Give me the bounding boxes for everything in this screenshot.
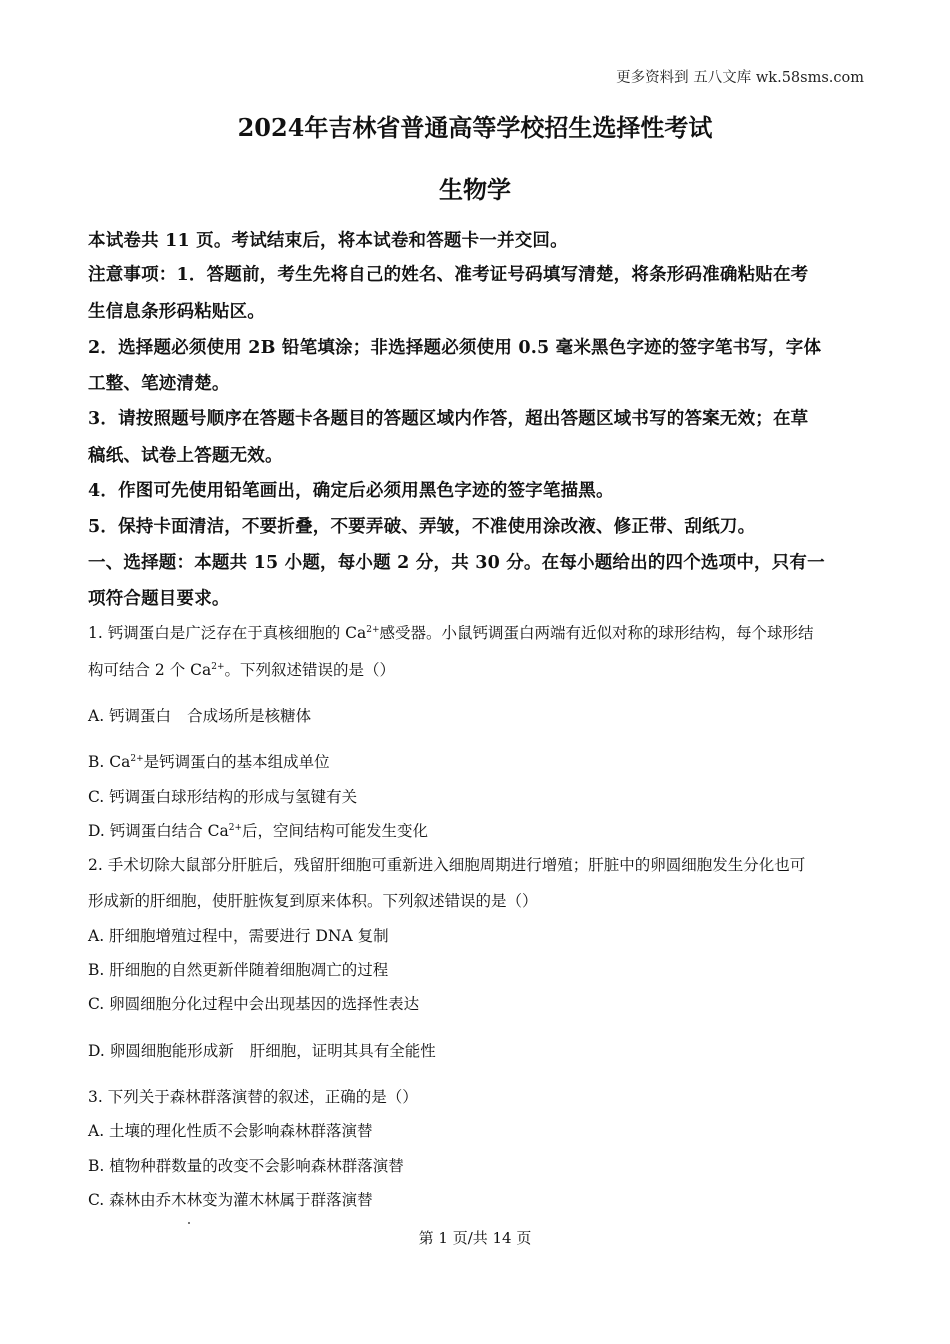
q1-stem-line-b: 构可结合 2 个 $Ca^{2+}$。下列叙述错误的是（） <box>88 661 396 679</box>
q2-option-c: C. 卵圆细胞分化过程中会出现基因的选择性表达 <box>88 995 420 1013</box>
q1-option-b: B. $Ca^{2+}$是钙调蛋白的基本组成单位 <box>88 753 330 771</box>
note2-line-b: 工整、笔迹清楚。 <box>88 374 230 394</box>
page-number: 第 1 页/共 14 页 <box>418 1229 532 1247</box>
note1-line-a: 注意事项：1．答题前，考生先将自己的姓名、准考证号码填写清楚，将条形码准确粘贴在考 <box>88 265 809 285</box>
note5-line: 5．保持卡面清洁，不要折叠，不要弄破、弄皱，不准使用涂改液、修正带、刮纸刀。 <box>88 517 756 537</box>
note1-line-b: 生信息条形码粘贴区。 <box>88 302 265 322</box>
note2-line-a: 2．选择题必须使用 2B 铅笔填涂；非选择题必须使用 0.5 毫米黑色字迹的签字笔书写，字体 <box>88 338 822 358</box>
q2-option-b: B. 肝细胞的自然更新伴随着细胞凋亡的过程 <box>88 961 389 979</box>
q3-option-b: B. 植物种群数量的改变不会影响森林群落演替 <box>88 1157 404 1175</box>
exam-title: 2024年吉林省普通高等学校招生选择性考试 <box>237 113 713 142</box>
q2-stem-line-a: 2. 手术切除大鼠部分肝脏后，残留肝细胞可重新进入细胞周期进行增殖；肝脏中的卵圆细胞发生分化也可 <box>88 856 806 874</box>
intro-line: 本试卷共 11 页。考试结束后，将本试卷和答题卡一并交回。 <box>88 231 568 251</box>
q2-option-d: D. 卵圆细胞能形成新 肝细胞，证明其具有全能性 <box>88 1042 436 1060</box>
stray-dot <box>188 1222 190 1224</box>
q3-option-a: A. 土壤的理化性质不会影响森林群落演替 <box>88 1122 373 1140</box>
source-watermark: 更多资料到 五八文库 wk.58sms.com <box>616 70 864 86</box>
q2-option-a: A. 肝细胞增殖过程中，需要进行 DNA 复制 <box>88 927 389 945</box>
q1-option-d: D. 钙调蛋白结合 $Ca^{2+}$后，空间结构可能发生变化 <box>88 822 429 840</box>
note3-line-b: 稿纸、试卷上答题无效。 <box>88 446 283 466</box>
q1-option-c: C. 钙调蛋白球形结构的形成与氢键有关 <box>88 788 358 806</box>
q3-stem: 3. 下列关于森林群落演替的叙述，正确的是（） <box>88 1088 418 1106</box>
q1-stem-line-a: 1. 钙调蛋白是广泛存在于真核细胞的 $Ca^{2+}$感受器。小鼠钙调蛋白两端有近似对称的球形结构，每个球形结 <box>88 624 814 642</box>
q2-stem-line-b: 形成新的肝细胞，使肝脏恢复到原来体积。下列叙述错误的是（） <box>88 892 538 910</box>
subject-title: 生物学 <box>439 175 511 204</box>
note4-line: 4．作图可先使用铅笔画出，确定后必须用黑色字迹的签字笔描黑。 <box>88 481 614 501</box>
section-heading-line-b: 项符合题目要求。 <box>88 589 230 609</box>
q3-option-c: C. 森林由乔木林变为灌木林属于群落演替 <box>88 1191 373 1209</box>
q1-option-a: A. 钙调蛋白 合成场所是核糖体 <box>88 707 312 725</box>
note3-line-a: 3．请按照题号顺序在答题卡各题目的答题区域内作答，超出答题区域书写的答案无效；在草 <box>88 409 809 429</box>
section-heading-line-a: 一、选择题：本题共 15 小题，每小题 2 分，共 30 分。在每小题给出的四个选项中，只有一 <box>88 553 825 573</box>
